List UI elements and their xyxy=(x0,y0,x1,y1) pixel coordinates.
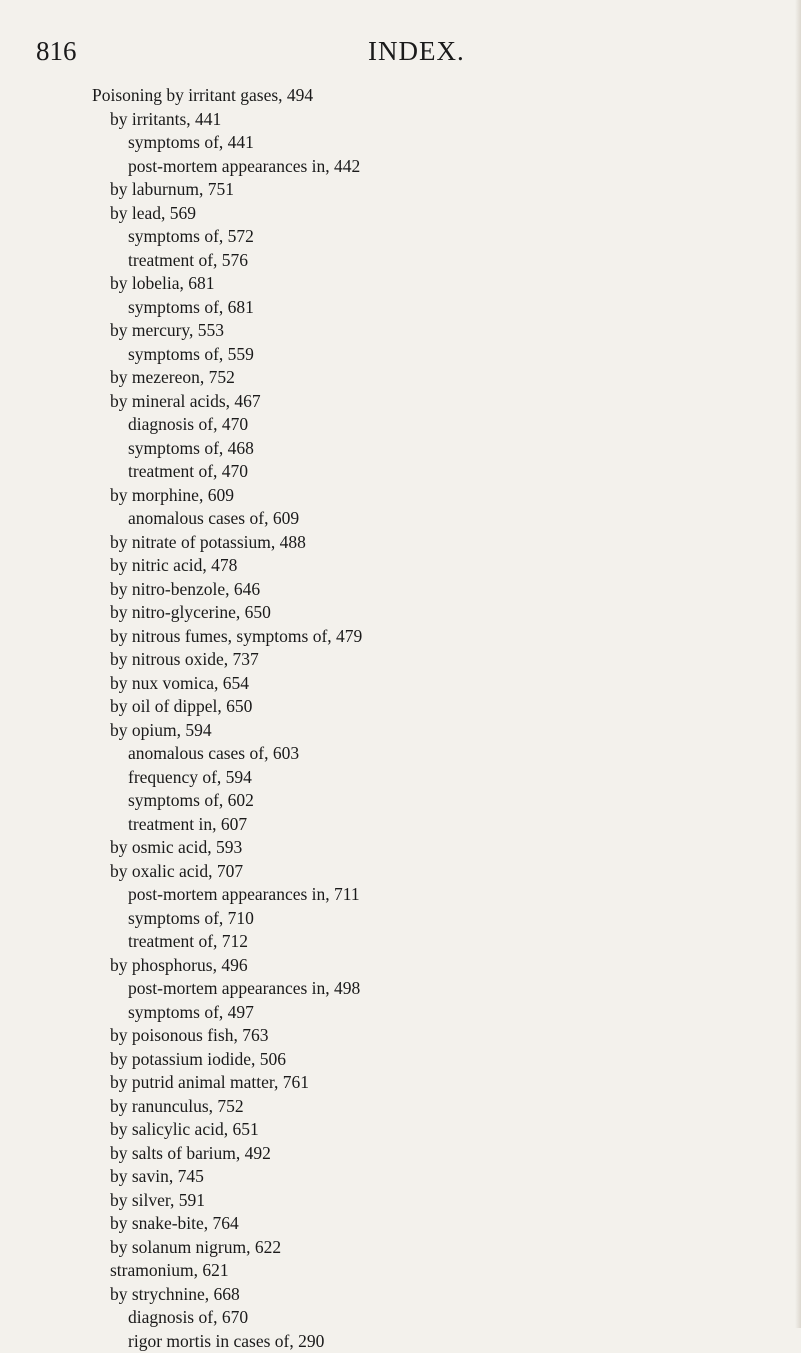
index-entry: by mercury, 553 xyxy=(92,319,772,343)
page-edge-shadow xyxy=(795,0,801,1328)
index-entry: symptoms of, 710 xyxy=(92,907,772,931)
index-entry: by lead, 569 xyxy=(92,202,772,226)
page-number: 816 xyxy=(36,36,77,67)
index-entry: by osmic acid, 593 xyxy=(92,836,772,860)
index-entry: by opium, 594 xyxy=(92,719,772,743)
index-entry: anomalous cases of, 603 xyxy=(92,742,772,766)
running-title: INDEX. xyxy=(368,36,465,67)
index-entry: by irritants, 441 xyxy=(92,108,772,132)
index-entry: by poisonous fish, 763 xyxy=(92,1024,772,1048)
index-entry: by potassium iodide, 506 xyxy=(92,1048,772,1072)
index-entry: post-mortem appearances in, 711 xyxy=(92,883,772,907)
index-entry: by nitrous oxide, 737 xyxy=(92,648,772,672)
index-entry: symptoms of, 602 xyxy=(92,789,772,813)
index-entry: symptoms of, 559 xyxy=(92,343,772,367)
index-entry: by ranunculus, 752 xyxy=(92,1095,772,1119)
index-entry: symptoms of, 572 xyxy=(92,225,772,249)
index-entry: by nitric acid, 478 xyxy=(92,554,772,578)
index-entry: treatment in, 607 xyxy=(92,813,772,837)
index-entry: by putrid animal matter, 761 xyxy=(92,1071,772,1095)
index-entry: treatment of, 576 xyxy=(92,249,772,273)
index-entry: by nitrous fumes, symptoms of, 479 xyxy=(92,625,772,649)
index-entry: diagnosis of, 670 xyxy=(92,1306,772,1330)
index-entry: by solanum nigrum, 622 xyxy=(92,1236,772,1260)
index-entry: symptoms of, 468 xyxy=(92,437,772,461)
index-entry: by oxalic acid, 707 xyxy=(92,860,772,884)
index-entry: stramonium, 621 xyxy=(92,1259,772,1283)
index-entry: by nitro-benzole, 646 xyxy=(92,578,772,602)
index-entry: post-mortem appearances in, 498 xyxy=(92,977,772,1001)
index-entry: by lobelia, 681 xyxy=(92,272,772,296)
index-entry: by snake-bite, 764 xyxy=(92,1212,772,1236)
index-entry: by nitrate of potassium, 488 xyxy=(92,531,772,555)
index-entry: by laburnum, 751 xyxy=(92,178,772,202)
index-entry: symptoms of, 497 xyxy=(92,1001,772,1025)
index-entry: by strychnine, 668 xyxy=(92,1283,772,1307)
index-entry: symptoms of, 441 xyxy=(92,131,772,155)
page-header xyxy=(0,36,801,76)
index-entry: by oil of dippel, 650 xyxy=(92,695,772,719)
index-entry: frequency of, 594 xyxy=(92,766,772,790)
index-entry: by mineral acids, 467 xyxy=(92,390,772,414)
index-entry: by morphine, 609 xyxy=(92,484,772,508)
index-entry: treatment of, 712 xyxy=(92,930,772,954)
index-entry: by mezereon, 752 xyxy=(92,366,772,390)
index-entry: by nux vomica, 654 xyxy=(92,672,772,696)
index-entry: Poisoning by irritant gases, 494 xyxy=(92,84,772,108)
index-entry: by savin, 745 xyxy=(92,1165,772,1189)
index-entry: by nitro-glycerine, 650 xyxy=(92,601,772,625)
index-entry: rigor mortis in cases of, 290 xyxy=(92,1330,772,1353)
index-entry: diagnosis of, 470 xyxy=(92,413,772,437)
index-entry: anomalous cases of, 609 xyxy=(92,507,772,531)
index-entry: treatment of, 470 xyxy=(92,460,772,484)
index-entry: by phosphorus, 496 xyxy=(92,954,772,978)
index-entries xyxy=(92,84,772,1353)
index-entry: by silver, 591 xyxy=(92,1189,772,1213)
index-entry: symptoms of, 681 xyxy=(92,296,772,320)
index-entry: by salts of barium, 492 xyxy=(92,1142,772,1166)
index-entry: post-mortem appearances in, 442 xyxy=(92,155,772,179)
index-entry: by salicylic acid, 651 xyxy=(92,1118,772,1142)
